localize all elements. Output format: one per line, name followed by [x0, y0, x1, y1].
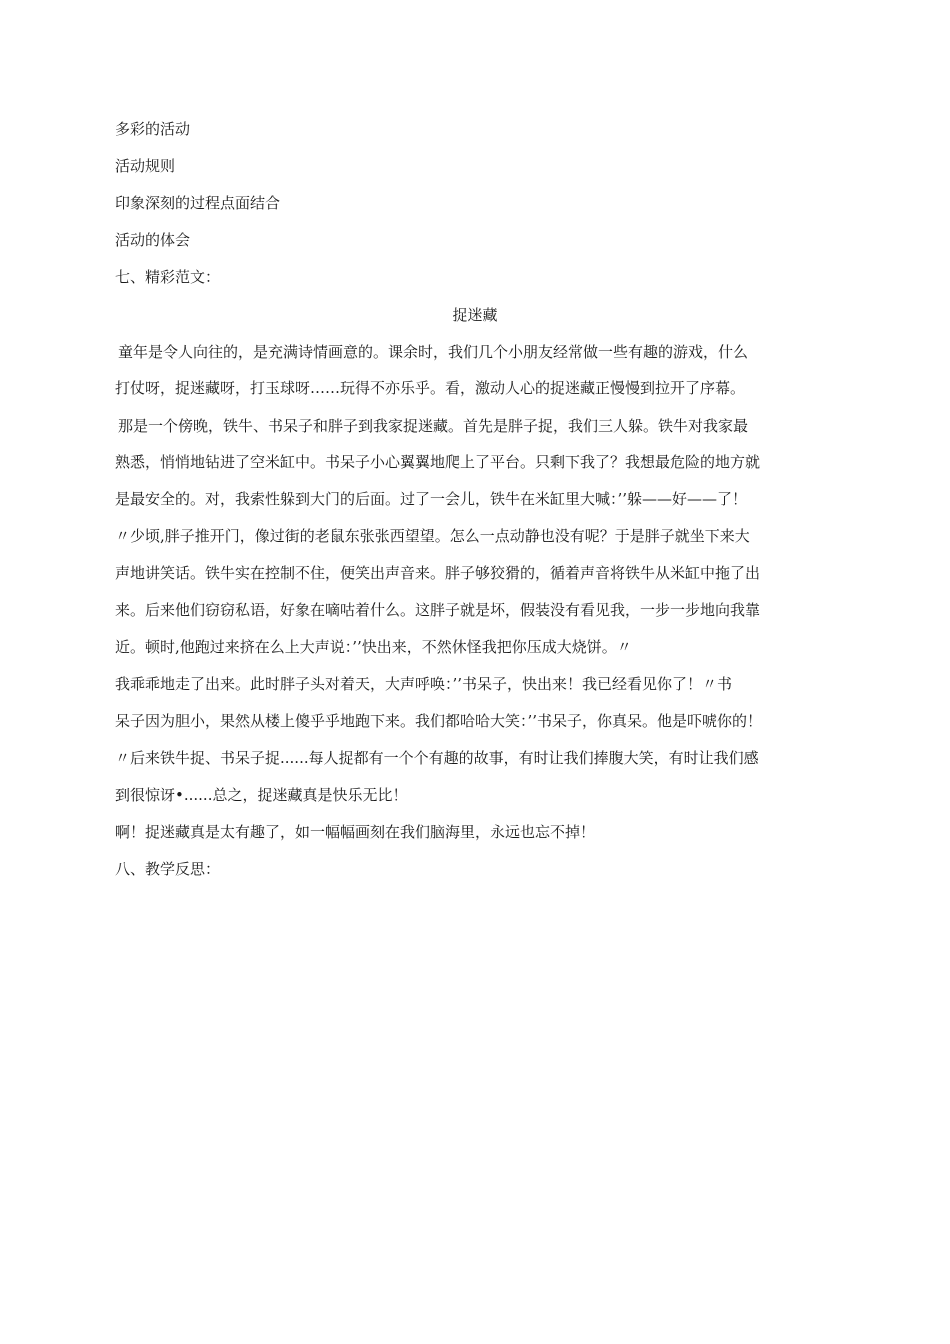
outline-item-activities: 多彩的活动 [115, 120, 191, 138]
section-heading-sample-essay: 七、精彩范文： [115, 268, 221, 286]
essay-line: 啊！捉迷藏真是太有趣了，如一幅幅画刻在我们脑海里，永远也忘不掉！ [115, 823, 596, 841]
section-heading-teaching-reflection: 八、教学反思： [115, 860, 221, 878]
essay-line: 那是一个傍晚，铁牛、书呆子和胖子到我家捉迷藏。首先是胖子捉，我们三人躲。铁牛对我家最 [118, 417, 749, 435]
essay-line: 熟悉，悄悄地钻进了空米缸中。书呆子小心翼翼地爬上了平台。只剩下我了？我想最危险的地方就 [115, 453, 761, 471]
essay-line: 〃少顷,胖子推开门，像过街的老鼠东张张西望望。怎么一点动静也没有呢？于是胖子就坐下来大 [115, 527, 750, 545]
essay-line: 来。后来他们窃窃私语，好象在嘀咕着什么。这胖子就是坏，假装没有看见我，一步一步地向我靠 [115, 601, 761, 619]
essay-line: 近。顿时,他跑过来挤在么上大声说：’’快出来，不然休怪我把你压成大烧饼。〃 [115, 638, 632, 656]
essay-title: 捉迷藏 [452, 306, 498, 324]
outline-item-process: 印象深刻的过程点面结合 [115, 194, 281, 212]
outline-item-reflection: 活动的体会 [115, 231, 191, 249]
essay-line: 我乖乖地走了出来。此时胖子头对着天，大声呼唤：’’书呆子，快出来！我已经看见你了！〃书 [115, 675, 733, 693]
outline-item-rules: 活动规则 [115, 157, 176, 175]
essay-line: 到很惊讶•......总之，捉迷藏真是快乐无比！ [115, 786, 408, 804]
essay-line: 打仗呀，捉迷藏呀，打玉球呀……玩得不亦乐乎。看，激动人心的捉迷藏正慢慢到拉开了序幕。 [115, 379, 746, 397]
essay-line: 呆子因为胆小，果然从楼上傻乎乎地跑下来。我们都哈哈大笑：’’书呆子，你真呆。他是吓唬你的！ [115, 712, 763, 730]
essay-line: 〃后来铁牛捉、书呆子捉......每人捉都有一个个有趣的故事，有时让我们捧腹大笑，有时让我们感 [115, 749, 759, 767]
essay-line: 声地讲笑话。铁牛实在控制不住，便笑出声音来。胖子够狡猾的，循着声音将铁牛从米缸中拖了出 [115, 564, 761, 582]
essay-line: 童年是令人向往的，是充满诗情画意的。课余时，我们几个小朋友经常做一些有趣的游戏，什么 [118, 343, 749, 361]
essay-line: 是最安全的。对，我索性躲到大门的后面。过了一会儿，铁牛在米缸里大喊：’’躲——好——了！ [115, 490, 748, 508]
